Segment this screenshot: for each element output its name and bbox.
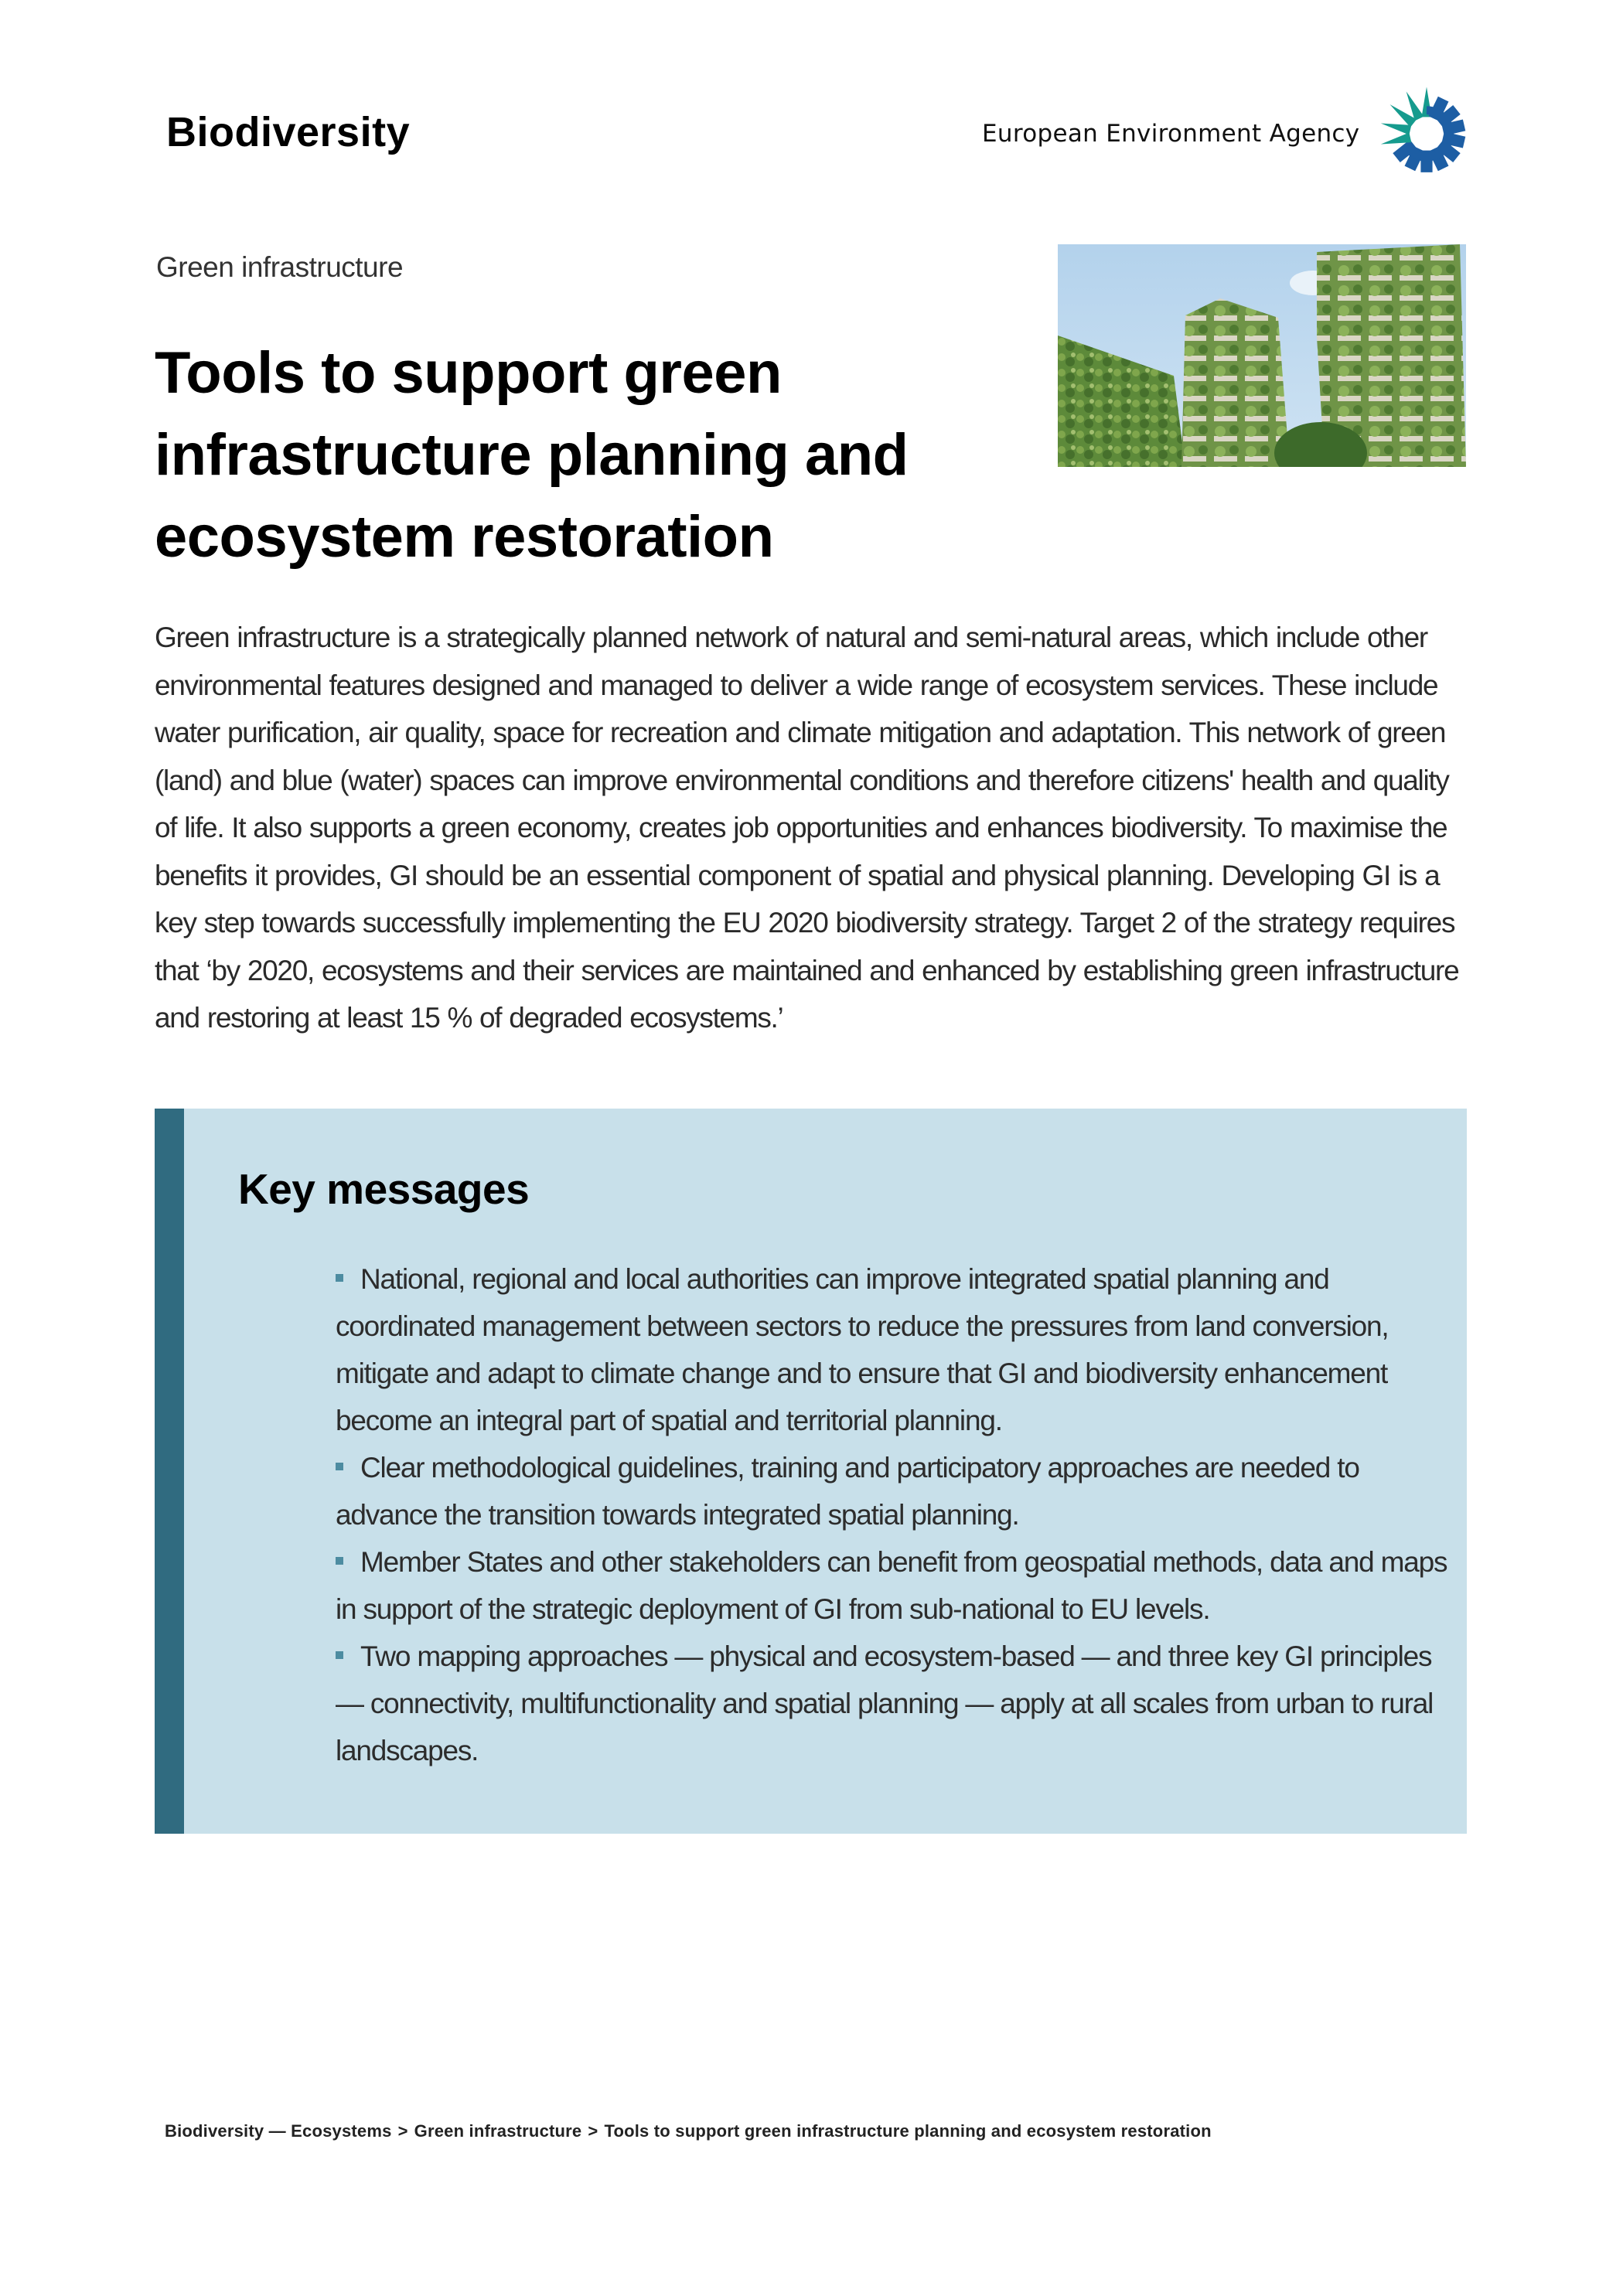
eea-brand[interactable] [982, 83, 1477, 184]
key-message-text: Member States and other stakeholders can benefit from geospatial methods, data and maps in support of the strategic deployment of GI from sub-national to EU levels. [336, 1546, 1447, 1625]
bullet-square-icon [336, 1274, 343, 1282]
bullet-square-icon [336, 1463, 343, 1470]
breadcrumb-separator: > [588, 2121, 598, 2141]
vertical-forest-photo [1058, 244, 1466, 467]
bullet-square-icon [336, 1557, 343, 1565]
key-message-item [336, 1255, 1457, 1444]
footer-breadcrumb [165, 2121, 1212, 2141]
key-message-item [336, 1633, 1457, 1774]
breadcrumb-separator: > [397, 2121, 408, 2141]
hero-image [1058, 244, 1466, 467]
breadcrumb-item[interactable]: Green infrastructure [414, 2121, 582, 2141]
bullet-square-icon [336, 1651, 343, 1659]
category-label[interactable]: Green infrastructure [156, 251, 404, 283]
page-title: Tools to support green infrastructure planning and ecosystem restoration [155, 340, 909, 570]
key-message-text: Clear methodological guidelines, training and participatory approaches are needed to advance the transition towards integrated spatial planning. [336, 1452, 1359, 1531]
key-message-text: Two mapping approaches — physical and ecosystem-based — and three key GI principles — connectivity, multifunctionality and spatial planning — apply at all scales from urban to rural landscapes. [336, 1640, 1434, 1766]
key-messages-list [336, 1255, 1457, 1774]
key-message-item [336, 1444, 1457, 1538]
key-messages-box [155, 1109, 1467, 1834]
breadcrumb-item[interactable]: Biodiversity — Ecosystems [165, 2121, 392, 2141]
breadcrumb-item-current: Tools to support green infrastructure planning and ecosystem restoration [604, 2121, 1212, 2141]
section-title: Biodiversity [166, 109, 411, 155]
intro-paragraph: Green infrastructure is a strategically planned network of natural and semi-natural areas, which include other environmental features designed and managed to deliver a wide range of ecosystem services. These include water purification, air quality, space for recreation and climate mitigation and adaptation. This network of green (land) and blue (water) spaces can improve environmental conditions and therefore citizens' health and quality of life. It also supports a green economy, creates job opportunities and enhances biodiversity. To maximise the benefits it provides, GI should be an essential component of spatial and physical planning. Developing GI is a key step towards successfully implementing the EU 2020 biodiversity strategy. Target 2 of the strategy requires that ‘by 2020, ecosystems and their services are maintained and enhanced by establishing green infrastructure and restoring at least 15 % of degraded ecosystems.’ [155, 622, 1459, 1034]
key-message-text: National, regional and local authorities can improve integrated spatial planning and coordinated management between sectors to reduce the pressures from land conversion, mitigate and adapt to climate change and to ensure that GI and biodiversity enhancement become an integral part of spatial and territorial planning. [336, 1263, 1389, 1436]
agency-name: European Environment Agency [982, 120, 1360, 148]
eea-sun-logo-icon [1376, 83, 1477, 184]
key-messages-title: Key messages [238, 1165, 530, 1213]
key-message-item [336, 1538, 1457, 1633]
